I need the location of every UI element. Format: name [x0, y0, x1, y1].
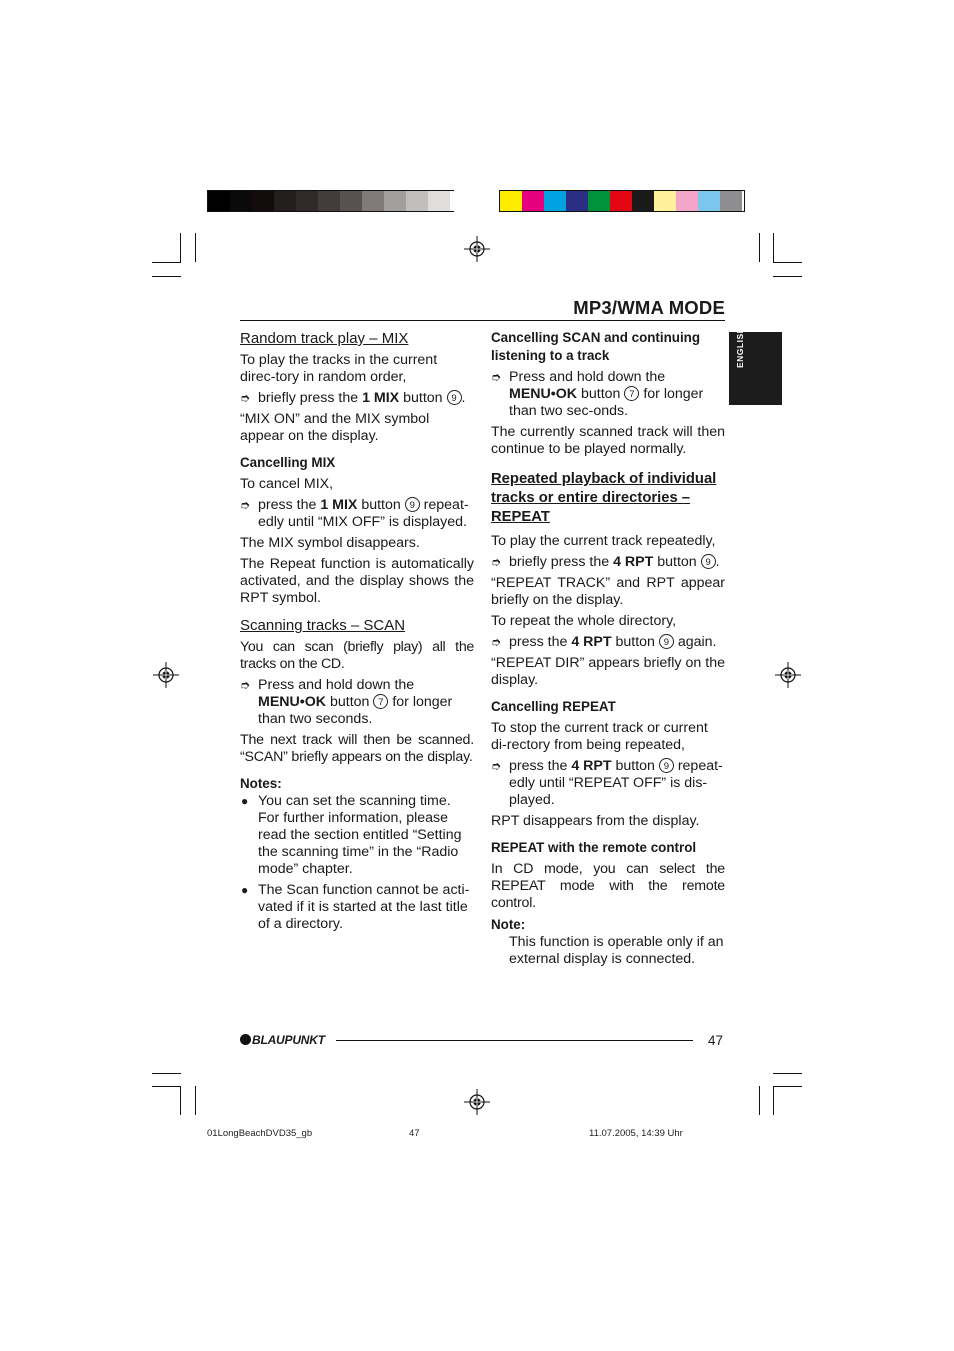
arrow-icon: ➮	[491, 370, 502, 384]
button-number-badge: 9	[659, 634, 674, 649]
paragraph: To play the tracks in the current direc-tory in random order,	[240, 352, 438, 385]
slug-filename: 01LongBeachDVD35_gb	[207, 1128, 313, 1139]
gray-swatch	[450, 191, 472, 211]
paragraph: You can scan (briefly play) all the tracks on the CD.	[240, 639, 474, 672]
instruction-step: ➮ Press and hold down the MENU•OK button 7 for longer than two sec-onds.	[491, 369, 704, 419]
blaupunkt-dot-icon	[240, 1034, 251, 1045]
heading-cancelling-mix: Cancelling MIX	[240, 455, 336, 470]
gray-swatch	[428, 191, 450, 211]
paragraph: To stop the current track or current di-rectory from being repeated,	[491, 720, 708, 753]
color-swatch	[698, 191, 720, 211]
color-swatch	[610, 191, 632, 211]
button-number-badge: 9	[701, 554, 716, 569]
arrow-icon: ➮	[240, 678, 251, 692]
gray-swatch	[296, 191, 318, 211]
gray-swatch	[340, 191, 362, 211]
paragraph: The Repeat function is automatically activated, and the display shows the RPT symbol.	[240, 556, 474, 606]
language-tab	[729, 326, 782, 405]
color-swatch	[500, 191, 522, 211]
heading-scanning-tracks: Scanning tracks – SCAN	[240, 617, 406, 634]
note-item: ● The Scan function cannot be acti-vated if it is started at the last title of a directory.	[241, 882, 470, 932]
instruction-step: ➮ briefly press the 1 MIX button 9 .	[240, 390, 466, 406]
paragraph: The currently scanned track will then continue to be played normally.	[491, 424, 725, 457]
right-column	[491, 329, 725, 968]
gray-swatch	[406, 191, 428, 211]
registration-mark-icon	[464, 1089, 490, 1115]
instruction-step: ➮ briefly press the 4 RPT button 9 .	[491, 554, 720, 570]
color-swatch	[544, 191, 566, 211]
heading-repeat-remote: REPEAT with the remote control	[491, 840, 697, 855]
paragraph: To play the current track repeatedly,	[491, 533, 716, 549]
gray-swatch	[208, 191, 230, 211]
paragraph: “MIX ON” and the MIX symbol appear on the display.	[240, 411, 430, 444]
arrow-icon: ➮	[491, 555, 502, 569]
paragraph: The MIX symbol disappears.	[240, 535, 420, 551]
paragraph: To cancel MIX,	[240, 476, 334, 492]
grayscale-bar	[207, 190, 454, 212]
arrow-icon: ➮	[491, 635, 502, 649]
notes-heading: Notes:	[240, 776, 282, 791]
bullet-icon: ●	[241, 883, 249, 897]
footer-rule	[336, 1040, 693, 1041]
heading-random-mix: Random track play – MIX	[240, 330, 409, 347]
gray-swatch	[230, 191, 252, 211]
button-number-badge: 7	[373, 694, 388, 709]
arrow-icon: ➮	[240, 498, 251, 512]
paragraph: RPT disappears from the display.	[491, 813, 700, 829]
instruction-step: ➮ press the 4 RPT button 9 again.	[491, 634, 717, 650]
color-swatch	[676, 191, 698, 211]
gray-swatch	[274, 191, 296, 211]
left-column	[240, 329, 474, 933]
heading-repeat: Repeated playback of individual tracks or entire directories – REPEAT	[491, 471, 717, 525]
button-number-badge: 9	[447, 390, 462, 405]
color-swatch	[522, 191, 544, 211]
paragraph: The next track will then be scanned. “SCAN” briefly appears on the display.	[240, 732, 474, 765]
button-number-badge: 9	[659, 758, 674, 773]
color-swatch	[654, 191, 676, 211]
registration-mark-icon	[464, 236, 490, 262]
color-swatch	[588, 191, 610, 211]
arrow-icon: ➮	[240, 391, 251, 405]
color-swatch	[632, 191, 654, 211]
paragraph: In CD mode, you can select the REPEAT mode with the remote control.	[491, 861, 725, 911]
gray-swatch	[362, 191, 384, 211]
gray-swatch	[252, 191, 274, 211]
brand-logo: BLAUPUNKT	[240, 1033, 325, 1047]
color-swatch	[720, 191, 742, 211]
gray-swatch	[384, 191, 406, 211]
bullet-icon: ●	[241, 794, 249, 808]
slug-page: 47	[409, 1128, 420, 1139]
registration-mark-icon	[153, 662, 179, 688]
color-swatch	[566, 191, 588, 211]
button-number-badge: 7	[624, 386, 639, 401]
paragraph: “REPEAT DIR” appears briefly on the display.	[491, 655, 725, 688]
color-bar	[499, 190, 745, 212]
button-number-badge: 9	[405, 497, 420, 512]
note-item: ● You can set the scanning time. For further information, please read the section entitled “Setting the scanning time” in the “Radio mode” chapter.	[241, 793, 462, 877]
title-rule	[240, 320, 725, 321]
gray-swatch	[318, 191, 340, 211]
heading-cancelling-repeat: Cancelling REPEAT	[491, 699, 616, 714]
instruction-step: ➮ Press and hold down the MENU•OK button 7 for longer than two seconds.	[240, 677, 453, 727]
note-text: This function is operable only if an external display is connected.	[509, 934, 724, 967]
language-tab-label: ENGLISH	[735, 326, 745, 368]
registration-mark-icon	[775, 662, 801, 688]
note-heading: Note:	[491, 917, 526, 932]
slug-date: 11.07.2005, 14:39 Uhr	[589, 1128, 683, 1139]
heading-cancelling-scan: Cancelling SCAN and continuing listening to a track	[491, 330, 701, 363]
paragraph: “REPEAT TRACK” and RPT appear briefly on the display.	[491, 575, 725, 608]
instruction-step: ➮ press the 1 MIX button 9 repeat-edly until “MIX OFF” is displayed.	[240, 497, 469, 530]
instruction-step: ➮ press the 4 RPT button 9 repeat-edly until “REPEAT OFF” is dis-played.	[491, 758, 723, 808]
page-number: 47	[708, 1033, 724, 1048]
arrow-icon: ➮	[491, 759, 502, 773]
paragraph: To repeat the whole directory,	[491, 613, 677, 629]
page-title: MP3/WMA MODE	[573, 297, 725, 318]
